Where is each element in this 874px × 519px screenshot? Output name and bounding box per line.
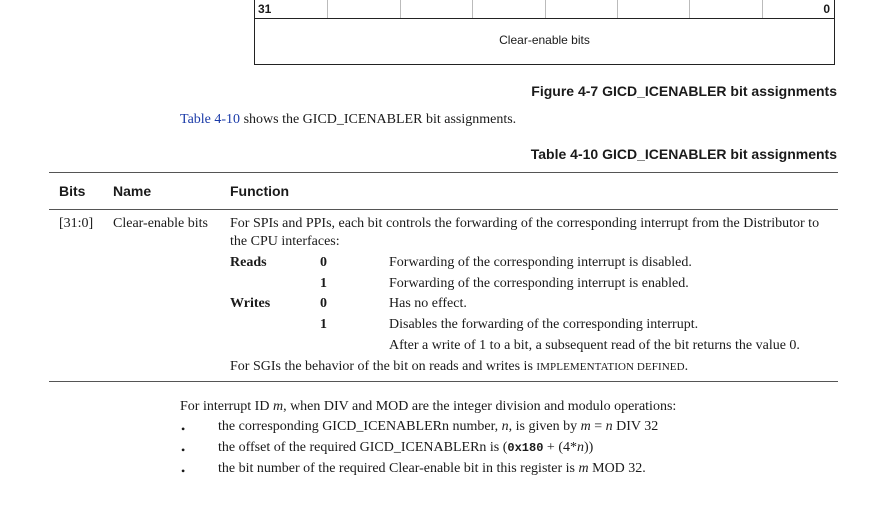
table-caption: Table 4-10 GICD_ICENABLER bit assignments: [530, 146, 837, 162]
high-bit-number: 31: [258, 2, 272, 16]
bullet-icon: •: [181, 464, 186, 478]
header-function: Function: [230, 183, 290, 199]
row-description-line1: For SPIs and PPIs, each bit controls the forwarding of the corresponding interrupt from the Distributor to: [230, 216, 820, 231]
value-bit: 0: [320, 255, 327, 270]
bullet-icon: •: [181, 443, 186, 457]
write-note: After a write of 1 to a bit, a subsequent read of the bit returns the value 0.: [389, 338, 800, 353]
var-n: n: [576, 440, 584, 455]
bit-tick: [400, 0, 401, 18]
footer-intro-text: For interrupt ID: [180, 399, 273, 414]
intro-text: shows the GICD_ICENABLER bit assignments.: [240, 112, 517, 127]
reads-label: Reads: [230, 255, 267, 270]
row-description-line2: the CPU interfaces:: [230, 234, 340, 249]
bit-tick: [472, 0, 473, 18]
row-name: Clear-enable bits: [113, 216, 208, 231]
header-bits: Bits: [59, 183, 86, 199]
bit-tick: [545, 0, 546, 18]
value-description: Forwarding of the corresponding interrupt is enabled.: [389, 276, 689, 291]
footer-intro: [180, 399, 676, 415]
bit-number-row: [254, 0, 835, 18]
value-description: Has no effect.: [389, 296, 467, 311]
sgi-note-text: For SGIs the behavior of the bit on reads and writes is: [230, 359, 537, 374]
bit-tick: [762, 0, 763, 18]
bullet-text: DIV 32: [612, 419, 659, 434]
table-top-rule: [49, 172, 838, 173]
bit-tick: [327, 0, 328, 18]
low-bit-number: 0: [823, 2, 830, 16]
bullet-text: , is given by: [508, 419, 581, 434]
var-n: n: [605, 419, 613, 434]
row-bits: [31:0]: [59, 216, 94, 231]
bullet-text: + (4*: [543, 440, 577, 455]
bullet-text: the corresponding GICD_ICENABLERn number,: [218, 419, 502, 434]
value-description: Disables the forwarding of the corresponding interrupt.: [389, 317, 699, 332]
bullet-text: =: [590, 419, 606, 434]
sgi-note: [230, 359, 688, 375]
bit-diagram: [254, 0, 835, 65]
figure-caption: Figure 4-7 GICD_ICENABLER bit assignments: [531, 83, 837, 99]
var-n: n: [501, 419, 509, 434]
var-m: m: [578, 461, 589, 476]
sgi-note-end: .: [684, 359, 689, 374]
bullet-text: the offset of the required GICD_ICENABLERn is (: [218, 440, 508, 455]
footer-intro-text: , when DIV and MOD are the integer division and modulo operations:: [283, 399, 677, 414]
bullet-text: the bit number of the required Clear-enable bit in this register is: [218, 461, 579, 476]
value-description: Forwarding of the corresponding interrupt is disabled.: [389, 255, 692, 270]
bullet-item: [218, 440, 593, 456]
header-name: Name: [113, 183, 152, 199]
bullet-item: [218, 419, 658, 435]
intro-paragraph: [180, 112, 516, 128]
bullet-item: [218, 461, 646, 477]
implementation-defined: IMPLEMENTATION DEFINED: [536, 361, 685, 373]
bullet-text: MOD 32.: [588, 461, 646, 476]
bullet-text: )): [583, 440, 594, 455]
var-m: m: [580, 419, 591, 434]
header-rule: [49, 209, 838, 210]
field-label: Clear-enable bits: [499, 33, 590, 47]
var-m: m: [272, 399, 284, 414]
offset-code: 0x180: [507, 441, 544, 455]
writes-label: Writes: [230, 296, 271, 311]
value-bit: 1: [320, 317, 327, 332]
field-box: [254, 18, 835, 65]
bit-tick: [617, 0, 618, 18]
table-reference-link[interactable]: Table 4-10: [180, 112, 241, 127]
bit-tick: [689, 0, 690, 18]
table-bottom-rule: [49, 381, 838, 382]
value-bit: 0: [320, 296, 327, 311]
value-bit: 1: [320, 276, 327, 291]
bullet-icon: •: [181, 422, 186, 436]
